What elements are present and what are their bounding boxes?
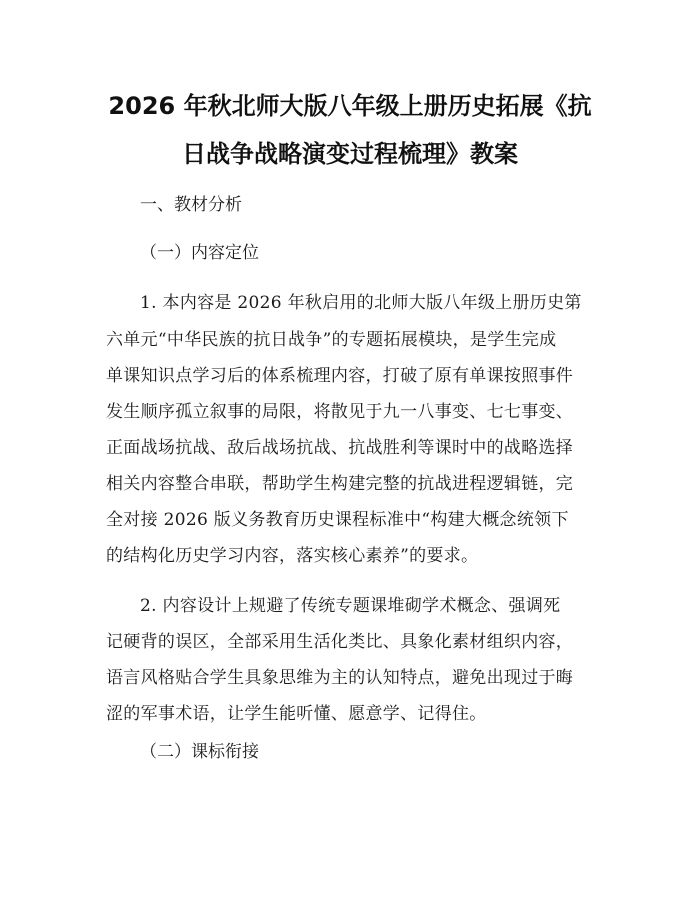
paragraph-1-line: 全对接 2026 版义务教育历史课程标准中“构建大概念统领下 — [106, 510, 569, 530]
paragraph-1-line: 单课知识点学习后的体系梳理内容，打破了原有单课按照事件 — [106, 366, 574, 386]
paragraph-1-line: 六单元“中华民族的抗日战争”的专题拓展模块，是学生完成 — [106, 330, 557, 350]
paragraph-1-line: 发生顺序孤立叙事的局限，将散见于九一八事变、七七事变、 — [106, 402, 574, 422]
section-heading-textbook-analysis: 一、教材分析 — [140, 195, 242, 215]
paragraph-1-line: 正面战场抗战、敌后战场抗战、抗战胜利等课时中的战略选择 — [106, 438, 574, 458]
paragraph-2-line: 记硬背的误区，全部采用生活化类比、具象化素材组织内容， — [106, 632, 574, 652]
document-title-line-2: 日战争战略演变过程梳理》教案 — [182, 140, 518, 168]
subsection-heading-curriculum-alignment: （二）课标衔接 — [140, 742, 259, 762]
paragraph-1-line: 1. 本内容是 2026 年秋启用的北师大版八年级上册历史第 — [140, 293, 582, 313]
subsection-heading-content-positioning: （一）内容定位 — [140, 243, 259, 263]
paragraph-1-line: 的结构化历史学习内容，落实核心素养”的要求。 — [106, 546, 479, 566]
paragraph-1-line: 相关内容整合串联，帮助学生构建完整的抗战进程逻辑链，完 — [106, 474, 574, 494]
paragraph-2-line: 语言风格贴合学生具象思维为主的认知特点，避免出现过于晦 — [106, 668, 574, 688]
paragraph-2-line: 涩的军事术语，让学生能听懂、愿意学、记得住。 — [106, 704, 487, 724]
document-title-line-1: 2026 年秋北师大版八年级上册历史拓展《抗 — [108, 92, 592, 120]
paragraph-2-line: 2. 内容设计上规避了传统专题课堆砌学术概念、强调死 — [140, 596, 561, 616]
